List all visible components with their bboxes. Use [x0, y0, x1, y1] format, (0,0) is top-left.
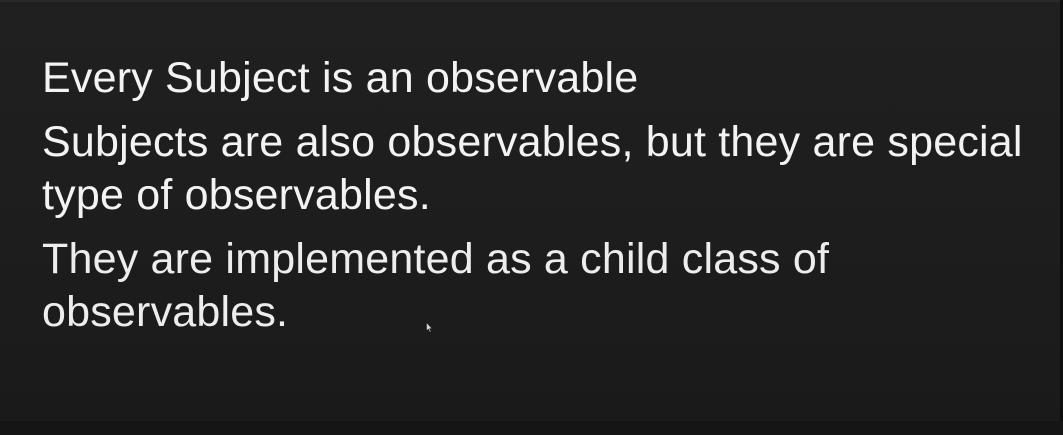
slide-body: [42, 52, 1042, 350]
slide-text-line-2: Subjects are also observables, but they are special type of observables.: [42, 118, 1023, 219]
slide-text-line-1: Every Subject is an observable: [42, 54, 639, 102]
mouse-pointer-icon: [426, 322, 433, 333]
slide-text-line-3: They are implemented as a child class of observables.: [42, 235, 830, 336]
slide-top-edge: [0, 0, 1063, 2]
slide-bottom-edge: [0, 421, 1063, 435]
